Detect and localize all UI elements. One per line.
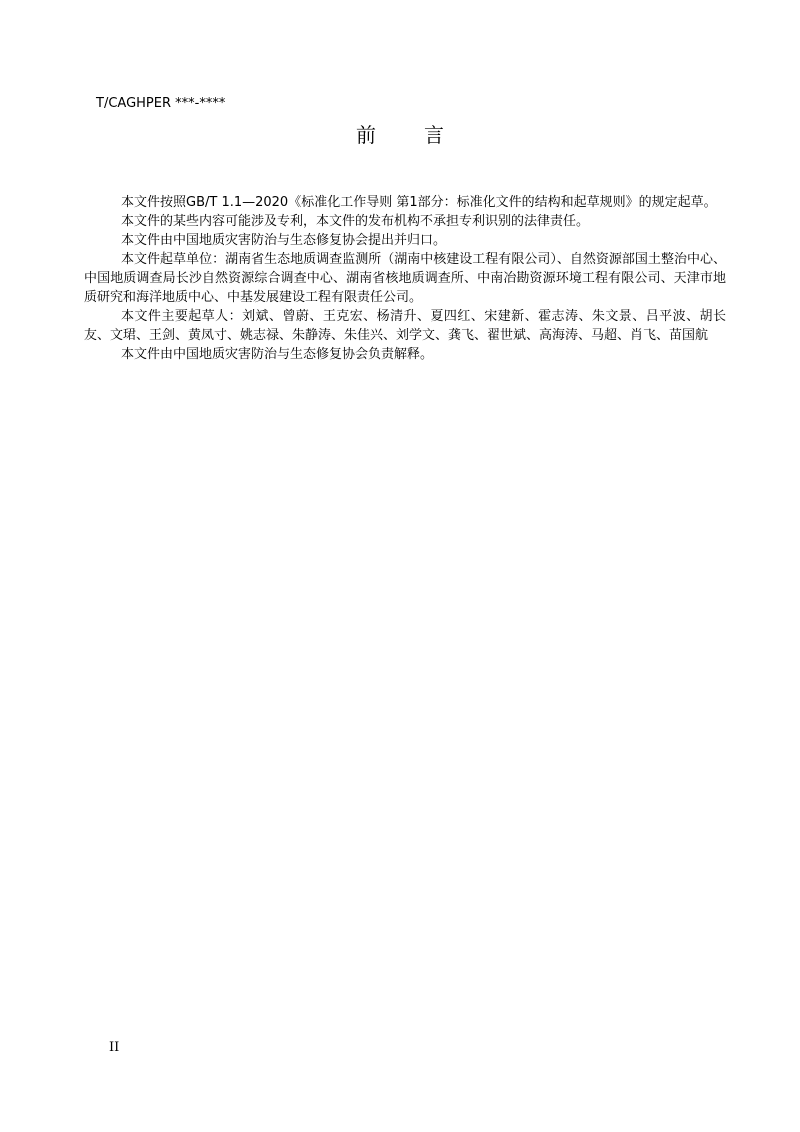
title-char-1: 前 (356, 123, 376, 147)
paragraph-drafting-rules: 本文件按照GB/T 1.1—2020《标准化工作导则 第1部分：标准化文件的结构和起草规则》的规定起草。 (121, 195, 717, 210)
page-title (0, 122, 800, 148)
paragraph-drafting-units: 本文件起草单位：湖南省生态地质调查监测所（湖南中核建设工程有限公司）、自然资源部国土整治中心、中国地质调查局长沙自然资源综合调查中心、湖南省核地质调查所、中南冶勘资源环境工程有限公司、天津市地质研究和海洋地质中心、中基发展建设工程有限责任公司。 (84, 252, 726, 305)
title-char-2: 言 (424, 123, 444, 147)
paragraph-patent-notice: 本文件的某些内容可能涉及专利，本文件的发布机构不承担专利识别的法律责任。 (121, 214, 590, 229)
document-code: T/CAGHPER ***-**** (96, 96, 226, 111)
paragraph-proposer: 本文件由中国地质灾害防治与生态修复协会提出并归口。 (121, 233, 447, 248)
paragraph-interpretation: 本文件由中国地质灾害防治与生态修复协会负责解释。 (121, 347, 434, 362)
paragraph-drafters: 本文件主要起草人：刘斌、曾蔚、王克宏、杨清升、夏四红、宋建新、霍志涛、朱文景、吕平波、胡长友、文珺、王剑、黄凤寸、姚志禄、朱静涛、朱佳兴、刘学文、龚飞、翟世斌、高海涛、马超、肖飞、苗国航 (84, 309, 726, 343)
page-number: II (109, 1040, 120, 1055)
foreword-body (84, 193, 726, 364)
